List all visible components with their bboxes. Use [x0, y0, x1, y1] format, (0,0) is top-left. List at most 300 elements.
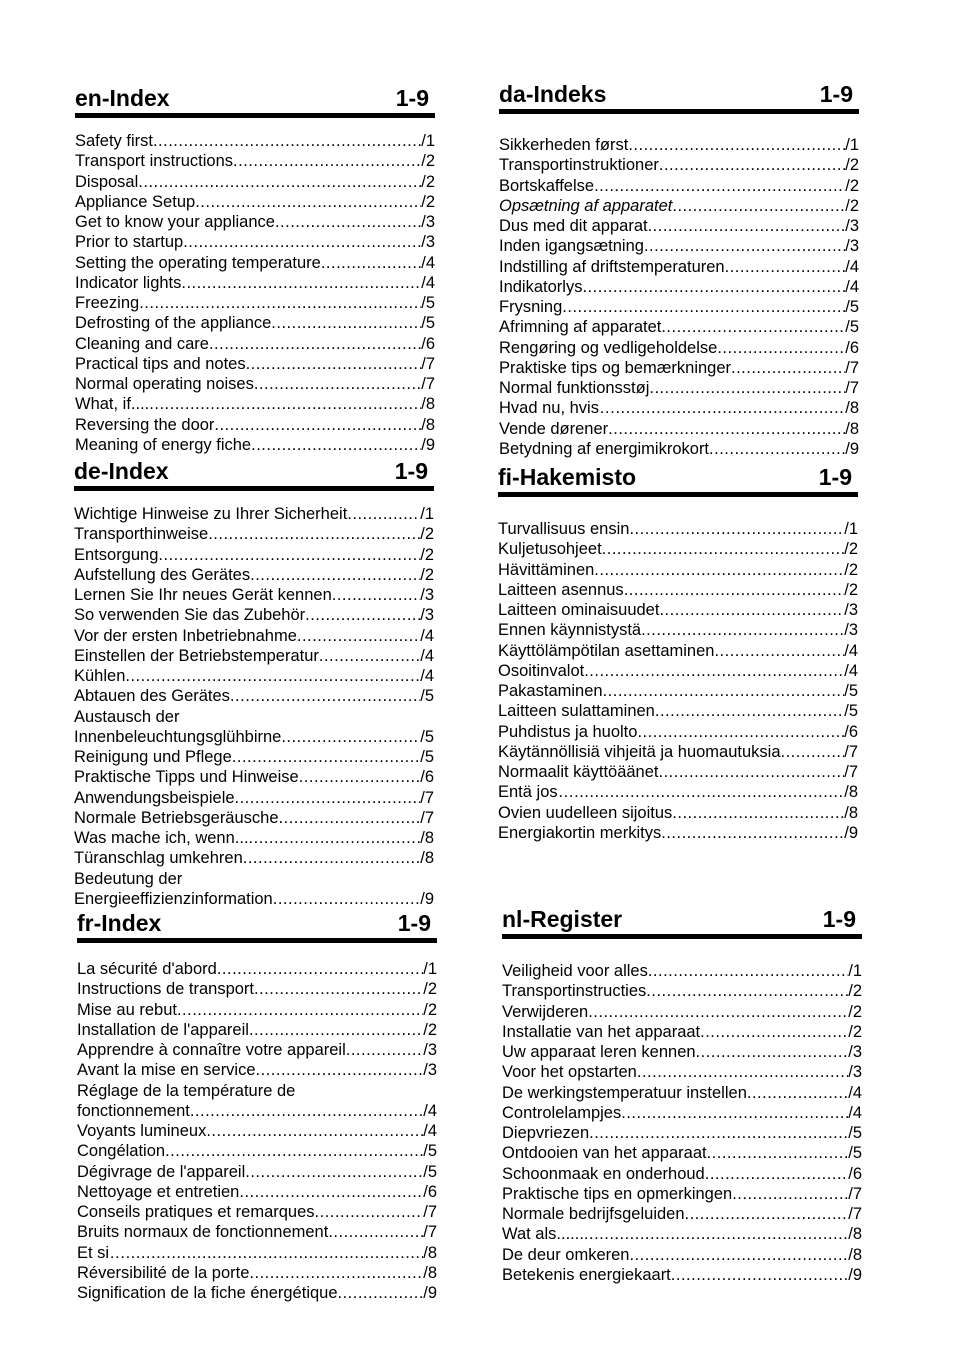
leader-dots	[646, 981, 848, 1001]
index-entry	[75, 253, 435, 273]
index-entry	[499, 277, 859, 297]
leader-dots	[232, 747, 420, 767]
section-title: nl-Register	[502, 906, 623, 932]
leader-dots	[158, 545, 420, 565]
leader-dots	[637, 722, 844, 742]
index-entry	[74, 524, 434, 544]
entry-page: /7	[420, 788, 434, 807]
index-entry	[498, 641, 858, 661]
entry-title: Energiakortin merkitys	[498, 823, 662, 842]
entry-page: /5	[845, 318, 859, 337]
index-entry	[77, 1222, 437, 1242]
entry-page: /6	[421, 334, 435, 353]
entry-title: Betekenis energiekaart	[502, 1265, 671, 1284]
entry-title: Einstellen der Betriebstemperatur	[74, 646, 319, 665]
entry-title: Réversibilité de la porte	[77, 1263, 250, 1282]
entry-page: /2	[420, 525, 434, 544]
entry-page: /8	[420, 849, 434, 868]
entry-title: Bortskaffelse	[499, 176, 595, 195]
index-entry	[75, 151, 435, 171]
leader-dots	[603, 681, 845, 701]
index-entry	[75, 232, 435, 252]
entry-title: Mise au rebut	[77, 1000, 177, 1019]
entry-title: Appliance Setup	[75, 192, 196, 211]
entry-page: /6	[423, 1182, 437, 1201]
index-entry	[502, 1042, 862, 1062]
entry-title: Laitteen sulattaminen	[498, 702, 655, 721]
entry-page: /5	[845, 298, 859, 316]
leader-dots	[731, 358, 845, 378]
leader-dots	[644, 236, 845, 256]
entry-page: /1	[844, 520, 858, 538]
entry-page: /4	[420, 667, 434, 685]
entry-page: /7	[420, 808, 434, 827]
entry-title: Entsorgung	[74, 545, 159, 564]
entry-page: /7	[423, 1203, 437, 1221]
leader-dots	[249, 1020, 423, 1040]
index-entry	[499, 297, 859, 317]
entry-page: /9	[848, 1265, 862, 1284]
entry-page: /3	[844, 621, 858, 640]
leader-dots	[321, 253, 421, 273]
leader-dots	[251, 435, 421, 455]
index-entry	[498, 560, 858, 580]
leader-dots	[279, 808, 421, 828]
entry-page: /3	[848, 1063, 862, 1082]
index-entry	[502, 1022, 862, 1042]
leader-dots	[659, 600, 844, 620]
index-entry	[77, 1263, 437, 1283]
entry-title: Prior to startup	[75, 233, 184, 252]
index-entry	[75, 334, 435, 354]
entry-title: Apprendre à connaître votre appareil	[77, 1041, 346, 1059]
entry-title: Normal funktionsstøj	[499, 379, 650, 397]
entry-page: /2	[423, 980, 437, 999]
entry-page: /9	[420, 889, 434, 908]
leader-dots	[347, 504, 420, 524]
entry-title: Installatie van het apparaat	[502, 1022, 701, 1041]
entry-page: /6	[844, 722, 858, 741]
leader-dots	[781, 742, 845, 762]
entry-page: /3	[421, 213, 435, 231]
leader-dots	[254, 374, 421, 394]
entry-title: Praktiske tips og bemærkninger	[499, 358, 732, 377]
index-entry	[502, 1083, 862, 1103]
index-entry	[75, 313, 435, 333]
leader-dots	[281, 727, 420, 747]
leader-dots	[659, 155, 845, 175]
index-entry	[499, 135, 859, 155]
leader-dots	[299, 767, 421, 787]
entry-page: /7	[845, 379, 859, 397]
entry-page: /8	[421, 395, 435, 414]
index-entry	[499, 439, 859, 459]
entry-page: /2	[848, 982, 862, 1001]
entry-title: Normal operating noises	[75, 375, 254, 393]
index-entry	[74, 504, 434, 524]
leader-dots	[655, 701, 844, 721]
entry-page: /3	[420, 606, 434, 625]
leader-dots	[235, 788, 421, 808]
index-entry	[77, 1202, 437, 1222]
entry-title: Osoitinvalot	[498, 661, 585, 680]
leader-dots	[671, 1265, 848, 1285]
entry-page: /5	[423, 1162, 437, 1181]
entry-title: Avant la mise en service	[77, 1061, 256, 1080]
leader-dots	[230, 686, 420, 706]
index-entry	[498, 762, 858, 782]
index-entry	[75, 192, 435, 212]
index-entry	[77, 1162, 437, 1182]
leader-dots	[315, 1202, 424, 1222]
index-entry	[74, 707, 434, 727]
leader-dots	[621, 1103, 848, 1123]
section-title: en-Index	[75, 85, 170, 111]
entry-page: /8	[844, 803, 858, 822]
leader-dots	[584, 1224, 848, 1244]
entry-title: Kuljetusohjeet	[498, 540, 602, 559]
entry-page: /2	[421, 172, 435, 191]
index-entry	[498, 661, 858, 681]
index-entry	[75, 172, 435, 192]
leader-dots	[249, 828, 421, 848]
entry-page: /2	[844, 540, 858, 559]
entry-page: /3	[844, 601, 858, 619]
leader-dots	[629, 519, 844, 539]
index-entry	[75, 273, 435, 293]
entry-title: Opsætning af apparatet	[499, 196, 673, 215]
entry-page: /8	[423, 1243, 437, 1262]
entry-page: /4	[848, 1083, 862, 1102]
leader-dots	[661, 317, 845, 337]
index-section-fr	[77, 911, 437, 1303]
entry-title: Energieeffizienzinformation	[74, 889, 273, 908]
entry-title: Normale Betriebsgeräusche	[74, 808, 279, 827]
entry-list	[498, 519, 858, 843]
leader-dots	[602, 539, 845, 559]
entry-title: Dus med dit apparat	[499, 217, 648, 235]
leader-dots	[209, 334, 421, 354]
index-entry	[77, 1081, 437, 1101]
entry-title: Transportinstruktioner	[499, 156, 659, 175]
index-entry	[499, 419, 859, 439]
leader-dots	[659, 762, 845, 782]
entry-list	[502, 961, 862, 1285]
index-entry	[77, 979, 437, 999]
leader-dots	[153, 131, 421, 151]
index-entry	[77, 1020, 437, 1040]
leader-dots	[649, 378, 845, 398]
entry-page: /7	[844, 742, 858, 761]
entry-title: Transporthinweise	[74, 525, 209, 544]
entry-title: Austausch der	[74, 707, 180, 726]
index-entry	[74, 686, 434, 706]
entry-title: Puhdistus ja huolto	[498, 722, 638, 741]
entry-page: /4	[844, 661, 858, 680]
index-entry	[74, 808, 434, 828]
index-entry	[502, 1123, 862, 1143]
entry-title: Normaalit käyttöäänet	[498, 763, 659, 781]
entry-title: Get to know your appliance	[75, 213, 275, 231]
leader-dots	[637, 1062, 848, 1082]
entry-page: /6	[845, 338, 859, 357]
leader-dots	[239, 1182, 423, 1202]
entry-title: Dégivrage de l'appareil	[77, 1162, 246, 1181]
index-entry	[74, 767, 434, 787]
entry-page: /9	[423, 1284, 437, 1302]
entry-page: /5	[420, 727, 434, 746]
entry-page: /3	[423, 1041, 437, 1059]
entry-title: Conseils pratiques et remarques	[77, 1203, 315, 1221]
leader-dots	[256, 1060, 424, 1080]
entry-title: Käyttölämpötilan asettaminen	[498, 641, 715, 660]
leader-dots	[582, 277, 845, 297]
leader-dots	[615, 398, 845, 418]
entry-page: /8	[421, 415, 435, 434]
entry-title: Ovien uudelleen sijoitus	[498, 803, 673, 822]
index-entry	[499, 358, 859, 378]
entry-page: /4	[420, 626, 434, 645]
index-entry	[77, 1141, 437, 1161]
entry-title: Reinigung und Pflege	[74, 748, 232, 766]
leader-dots	[250, 565, 420, 585]
entry-title: Ontdooien van het apparaat	[502, 1144, 707, 1163]
index-entry	[75, 435, 435, 455]
entry-page: /9	[421, 435, 435, 454]
index-entry	[77, 1060, 437, 1080]
index-entry	[498, 600, 858, 620]
leader-dots	[243, 848, 420, 868]
index-entry	[502, 1184, 862, 1204]
index-entry	[74, 889, 434, 909]
section-range: 1-9	[819, 81, 853, 107]
leader-dots	[725, 257, 846, 277]
section-title: da-Indeks	[499, 81, 607, 107]
index-entry	[498, 580, 858, 600]
index-entry	[74, 788, 434, 808]
section-heading	[74, 459, 434, 491]
section-title: fr-Index	[77, 910, 162, 936]
entry-title: Kühlen	[74, 667, 126, 685]
index-entry	[502, 1103, 862, 1123]
index-entry	[498, 823, 858, 843]
entry-page: /7	[845, 358, 859, 377]
leader-dots	[629, 1245, 848, 1265]
entry-title: Réglage de la température de	[77, 1081, 296, 1100]
entry-title: Indikatorlys	[499, 277, 583, 296]
index-entry	[74, 869, 434, 889]
index-entry	[502, 1002, 862, 1022]
entry-title: Congélation	[77, 1142, 166, 1161]
entry-title: Signification de la fiche énergétique	[77, 1284, 338, 1302]
entry-title: Freezing	[75, 294, 140, 312]
leader-dots	[648, 961, 848, 981]
index-entry	[74, 585, 434, 605]
entry-title: Controlelampjes	[502, 1103, 622, 1122]
index-entry	[77, 1182, 437, 1202]
leader-dots	[594, 560, 844, 580]
index-entry	[499, 398, 859, 418]
section-range: 1-9	[397, 910, 431, 936]
entry-title: Lernen Sie Ihr neues Gerät kennen	[74, 586, 332, 604]
index-entry	[74, 626, 434, 646]
leader-dots	[661, 823, 844, 843]
entry-title: Entä jos…	[498, 783, 575, 802]
index-entry	[498, 742, 858, 762]
entry-page: /2	[420, 545, 434, 564]
leader-dots	[245, 1162, 423, 1182]
leader-dots	[328, 1222, 423, 1242]
entry-title: Bedeutung der	[74, 869, 183, 888]
entry-title: Afrimning af apparatet	[499, 318, 662, 337]
entry-title: What, if....	[75, 395, 150, 414]
entry-title: La sécurité d'abord	[77, 960, 217, 978]
index-entry	[75, 394, 435, 414]
leader-dots	[594, 176, 845, 196]
entry-title: Transport instructions	[75, 152, 234, 171]
index-entry	[77, 959, 437, 979]
section-heading	[499, 82, 859, 114]
entry-page: /2	[848, 1002, 862, 1021]
entry-title: Transportinstructies	[502, 982, 647, 1001]
entry-page: /3	[845, 217, 859, 235]
leader-dots	[206, 1121, 423, 1141]
entry-page: /4	[423, 1101, 437, 1120]
index-section-de	[74, 459, 434, 909]
index-entry	[75, 374, 435, 394]
leader-dots	[624, 580, 845, 600]
leader-dots	[165, 1141, 423, 1161]
entry-title: Praktische tips en opmerkingen	[502, 1184, 733, 1203]
entry-title: Reversing the door	[75, 415, 215, 434]
leader-dots	[138, 172, 421, 192]
entry-page: /3	[420, 586, 434, 604]
entry-page: /7	[421, 354, 435, 373]
entry-page: /9	[845, 439, 859, 458]
leader-dots	[346, 1040, 423, 1060]
leader-dots	[648, 216, 846, 236]
entry-title: Rengøring og vedligeholdelse	[499, 338, 718, 357]
entry-page: /6	[420, 768, 434, 787]
index-entry	[75, 293, 435, 313]
entry-page: /2	[845, 196, 859, 215]
section-heading	[77, 911, 437, 943]
entry-title: Betydning af energimikrokort	[499, 439, 710, 458]
entry-title: fonctionnement	[77, 1101, 190, 1120]
leader-dots	[588, 1002, 848, 1022]
index-entry	[74, 848, 434, 868]
leader-dots	[249, 1263, 423, 1283]
entry-title: Indstilling af driftstemperaturen	[499, 257, 725, 276]
index-entry	[502, 1224, 862, 1244]
entry-page: /4	[845, 257, 859, 276]
entry-page: /8	[420, 829, 434, 847]
index-section-da	[499, 82, 859, 459]
index-entry	[502, 1265, 862, 1285]
index-section-en	[75, 86, 435, 455]
entry-title: Installation de l'appareil	[77, 1020, 249, 1039]
index-entry	[499, 378, 859, 398]
leader-dots	[319, 646, 420, 666]
entry-page: /2	[420, 565, 434, 584]
index-entry	[74, 565, 434, 585]
entry-page: /3	[421, 233, 435, 252]
leader-dots	[139, 293, 421, 313]
entry-page: /1	[423, 960, 437, 978]
entry-page: /5	[420, 748, 434, 766]
entry-title: Defrosting of the appliance	[75, 314, 272, 333]
entry-title: Was mache ich, wenn...	[74, 829, 249, 847]
index-entry	[74, 545, 434, 565]
entry-title: Innenbeleuchtungsglühbirne	[74, 727, 282, 746]
entry-title: Cleaning and care	[75, 334, 209, 353]
entry-title: Vor der ersten Inbetriebnahme	[74, 626, 297, 645]
entry-page: /4	[421, 273, 435, 292]
index-entry	[77, 1243, 437, 1263]
index-entry	[499, 176, 859, 196]
entry-list	[77, 959, 437, 1303]
entry-page: /5	[421, 314, 435, 333]
entry-page: /4	[848, 1103, 862, 1122]
section-range: 1-9	[818, 464, 852, 490]
leader-dots	[608, 419, 845, 439]
entry-page: /9	[844, 823, 858, 842]
index-entry	[74, 727, 434, 747]
index-entry	[502, 1164, 862, 1184]
leader-dots	[183, 232, 421, 252]
index-entry	[499, 338, 859, 358]
entry-list	[499, 135, 859, 459]
index-entry	[498, 803, 858, 823]
entry-page: /2	[845, 156, 859, 175]
leader-dots	[338, 1283, 424, 1303]
entry-page: /4	[845, 277, 859, 296]
entry-list	[75, 131, 435, 455]
index-entry	[502, 1204, 862, 1224]
index-entry	[498, 701, 858, 721]
entry-title: Safety first	[75, 132, 153, 150]
leader-dots	[709, 439, 845, 459]
entry-title: Käytännöllisiä vihjeitä ja huomautuksia	[498, 742, 781, 761]
entry-page: /4	[423, 1122, 437, 1140]
leader-dots	[208, 524, 420, 544]
entry-title: Wat als......	[502, 1225, 584, 1244]
index-entry	[75, 131, 435, 151]
leader-dots	[705, 1164, 848, 1184]
entry-page: /5	[420, 687, 434, 706]
index-entry	[74, 646, 434, 666]
index-entry	[77, 1283, 437, 1303]
leader-dots	[246, 354, 422, 374]
index-entry	[498, 620, 858, 640]
leader-dots	[125, 666, 420, 686]
leader-dots	[181, 273, 421, 293]
entry-title: Normale bedrijfsgeluiden	[502, 1205, 685, 1223]
section-heading	[498, 465, 858, 497]
leader-dots	[233, 151, 421, 171]
index-entry	[75, 415, 435, 435]
index-entry	[502, 1062, 862, 1082]
entry-title: Voyants lumineux	[77, 1122, 207, 1140]
index-entry	[74, 747, 434, 767]
index-entry	[74, 828, 434, 848]
index-entry	[74, 605, 434, 625]
entry-page: /2	[844, 560, 858, 579]
entry-page: /8	[844, 783, 858, 802]
index-entry	[77, 1000, 437, 1020]
entry-page: /5	[848, 1144, 862, 1163]
entry-title: De werkingstemperatuur instellen	[502, 1083, 747, 1102]
